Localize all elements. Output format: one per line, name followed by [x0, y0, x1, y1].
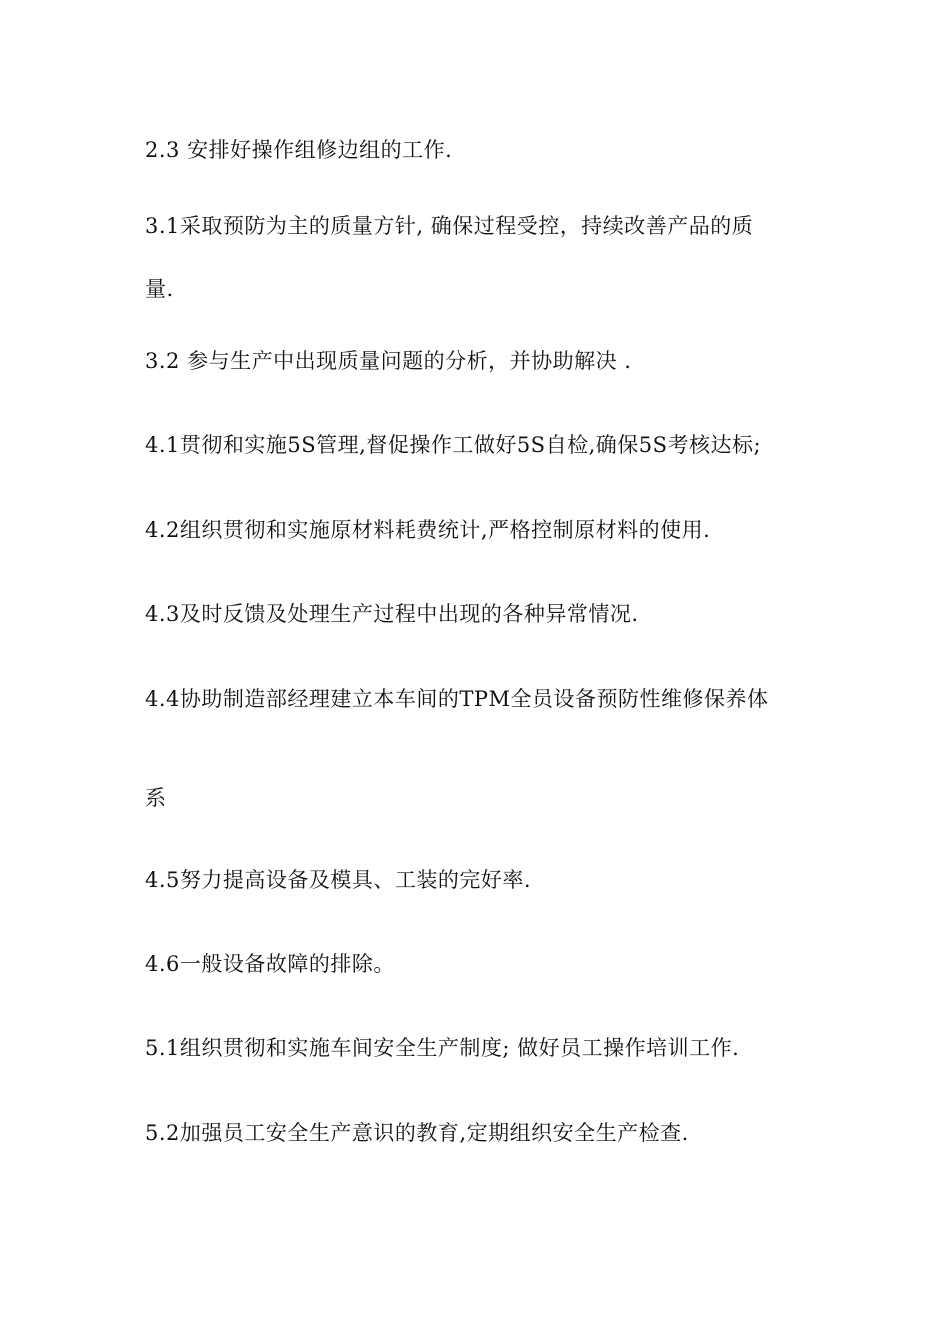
- item-2-3: 2.3 安排好操作组修边组的工作.: [145, 138, 453, 162]
- item-3-1-continued: 量.: [145, 277, 174, 301]
- item-4-1: 4.1贯彻和实施5S管理,督促操作工做好5S自检,确保5S考核达标;: [145, 433, 762, 457]
- item-4-4: 4.4协助制造部经理建立本车间的TPM全员设备预防性维修保养体: [145, 687, 769, 711]
- item-4-2: 4.2组织贯彻和实施原材料耗费统计,严格控制原材料的使用.: [145, 518, 711, 542]
- item-4-5: 4.5努力提高设备及模具、工装的完好率.: [145, 868, 532, 892]
- item-3-1: 3.1采取预防为主的质量方针, 确保过程受控，持续改善产品的质: [145, 214, 754, 238]
- item-4-6: 4.6一般设备故障的排除。: [145, 952, 395, 976]
- item-4-4-continued: 系: [145, 786, 167, 810]
- item-5-1: 5.1组织贯彻和实施车间安全生产制度; 做好员工操作培训工作.: [145, 1036, 740, 1060]
- item-3-2: 3.2 参与生产中出现质量问题的分析，并协助解决 .: [145, 349, 632, 373]
- item-5-2: 5.2加强员工安全生产意识的教育,定期组织安全生产检查.: [145, 1121, 689, 1145]
- item-4-3: 4.3及时反馈及处理生产过程中出现的各种异常情况.: [145, 602, 639, 626]
